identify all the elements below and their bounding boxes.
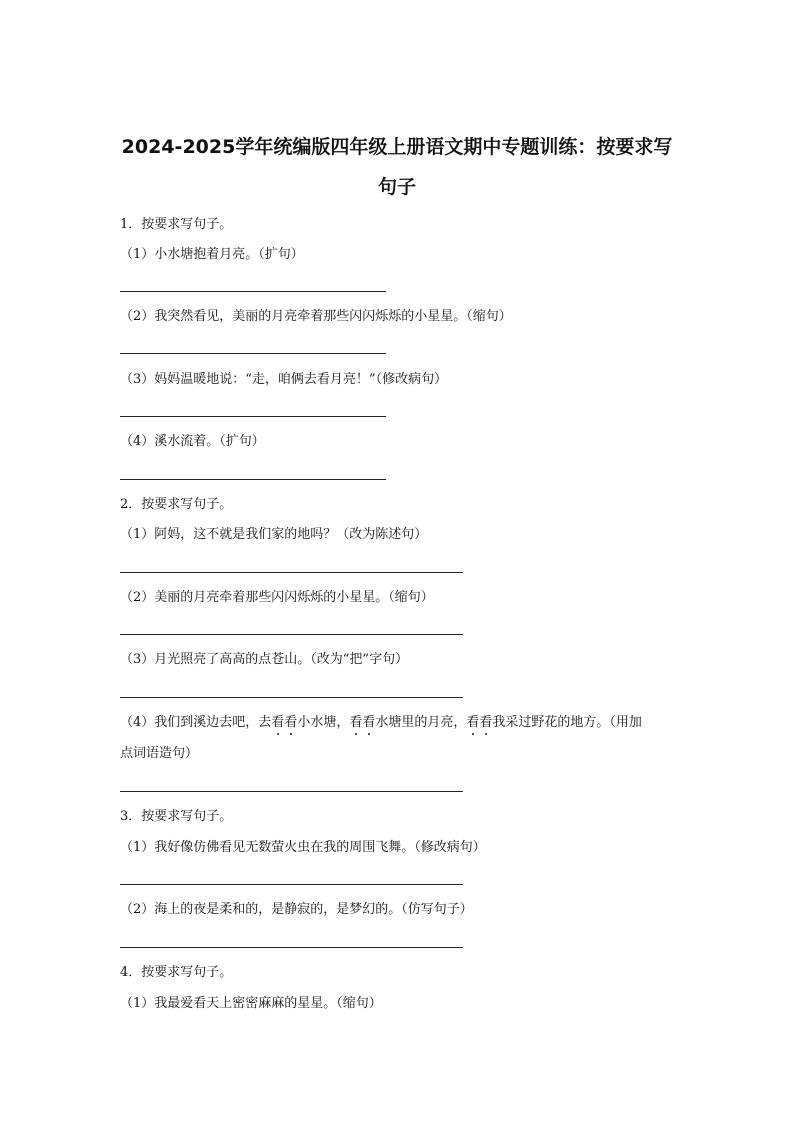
- question-2-item-4-continued: 点词语造句）: [120, 746, 199, 761]
- text-segment: 小水塘，: [297, 715, 350, 730]
- document-title-continued: 句子: [377, 176, 416, 198]
- answer-line: [120, 416, 386, 417]
- answer-line: [120, 479, 386, 480]
- question-2-item-2: （2）美丽的月亮牵着那些闪闪烁烁的小星星。（缩句）: [120, 590, 434, 605]
- dotted-word: 看: [479, 713, 492, 733]
- dotted-word: 看: [466, 713, 479, 733]
- question-2-item-3: （3）月光照亮了高高的点苍山。（改为“把”字句）: [120, 652, 409, 667]
- answer-line: [120, 634, 463, 635]
- answer-line: [120, 884, 463, 885]
- question-3-item-2: （2）海上的夜是柔和的，是静寂的，是梦幻的。（仿写句子）: [120, 902, 473, 917]
- question-3-item-1: （1）我好像仿佛看见无数萤火虫在我的周围飞舞。（修改病句）: [120, 840, 486, 855]
- question-1-heading: 1．按要求写句子。: [120, 217, 233, 232]
- question-1-item-1: （1）小水塘抱着月亮。（扩句）: [120, 247, 304, 262]
- dotted-word: 看: [271, 713, 284, 733]
- question-2-item-1: （1）阿妈，这不就是我们家的地吗？（改为陈述句）: [120, 527, 428, 542]
- question-2-heading: 2．按要求写句子。: [120, 497, 233, 512]
- document-title: 2024-2025学年统编版四年级上册语文期中专题训练：按要求写: [121, 136, 673, 158]
- dotted-word: 看: [349, 713, 362, 733]
- dotted-word: 看: [284, 713, 297, 733]
- dotted-word: 看: [362, 713, 375, 733]
- answer-line: [120, 291, 386, 292]
- answer-line: [120, 572, 463, 573]
- question-4-item-1: （1）我最爱看天上密密麻麻的星星。（缩句）: [120, 996, 382, 1011]
- answer-line: [120, 791, 463, 792]
- question-1-item-2: （2）我突然看见，美丽的月亮牵着那些闪闪烁烁的小星星。（缩句）: [120, 309, 512, 324]
- answer-line: [120, 947, 463, 948]
- answer-line: [120, 697, 463, 698]
- question-2-item-4: [120, 713, 642, 733]
- question-1-item-3: （3）妈妈温暖地说：“走，咱俩去看月亮！”（修改病句）: [120, 372, 448, 387]
- text-segment: 我采过野花的地方。（用加: [492, 715, 642, 730]
- question-4-heading: 4．按要求写句子。: [120, 965, 233, 980]
- question-1-item-4: （4）溪水流着。（扩句）: [120, 434, 265, 449]
- text-segment: （4）我们到溪边去吧，去: [120, 715, 272, 730]
- answer-line: [120, 353, 386, 354]
- text-segment: 水塘里的月亮，: [375, 715, 467, 730]
- question-3-heading: 3．按要求写句子。: [120, 809, 233, 824]
